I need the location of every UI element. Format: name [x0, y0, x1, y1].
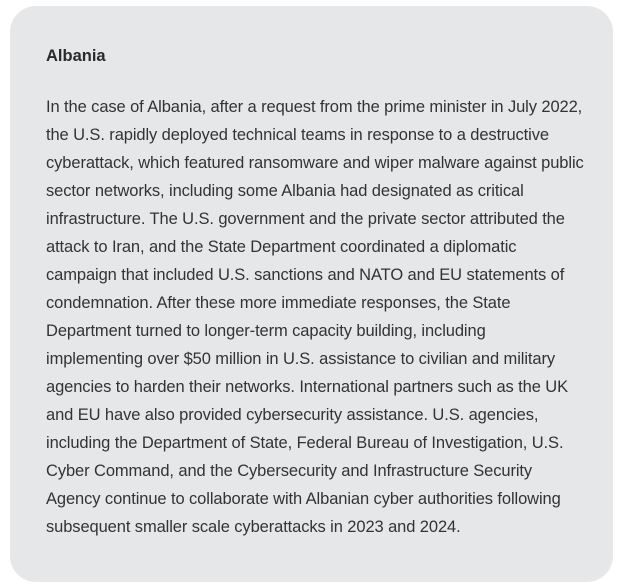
card-body-text: In the case of Albania, after a request from the prime minister in July 2022, the U.S. rapidly deployed technical teams in response to a destructive cyberattack, which featured ransomware and wiper malware against public sector networks, including some Albania had designated as critical infrastructure. The U.S. government and the private sector attributed the attack to Iran, and the State Department coordinated a diplomatic campaign that included U.S. sanctions and NATO and EU statements of condemnation. After these more immediate responses, the State Department turned to longer-term capacity building, including implementing over $50 million in U.S. assistance to civilian and military agencies to harden their networks. International partners such as the UK and EU have also provided cybersecurity assistance. U.S. agencies, including the Department of State, Federal Bureau of Investigation, U.S. Cyber Command, and the Cybersecurity and Infrastructure Security Agency continue to collaborate with Albanian cyber authorities following subsequent smaller scale cyberattacks in 2023 and 2024. [46, 98, 584, 536]
info-card [10, 6, 613, 582]
card-title: Albania [46, 47, 106, 65]
